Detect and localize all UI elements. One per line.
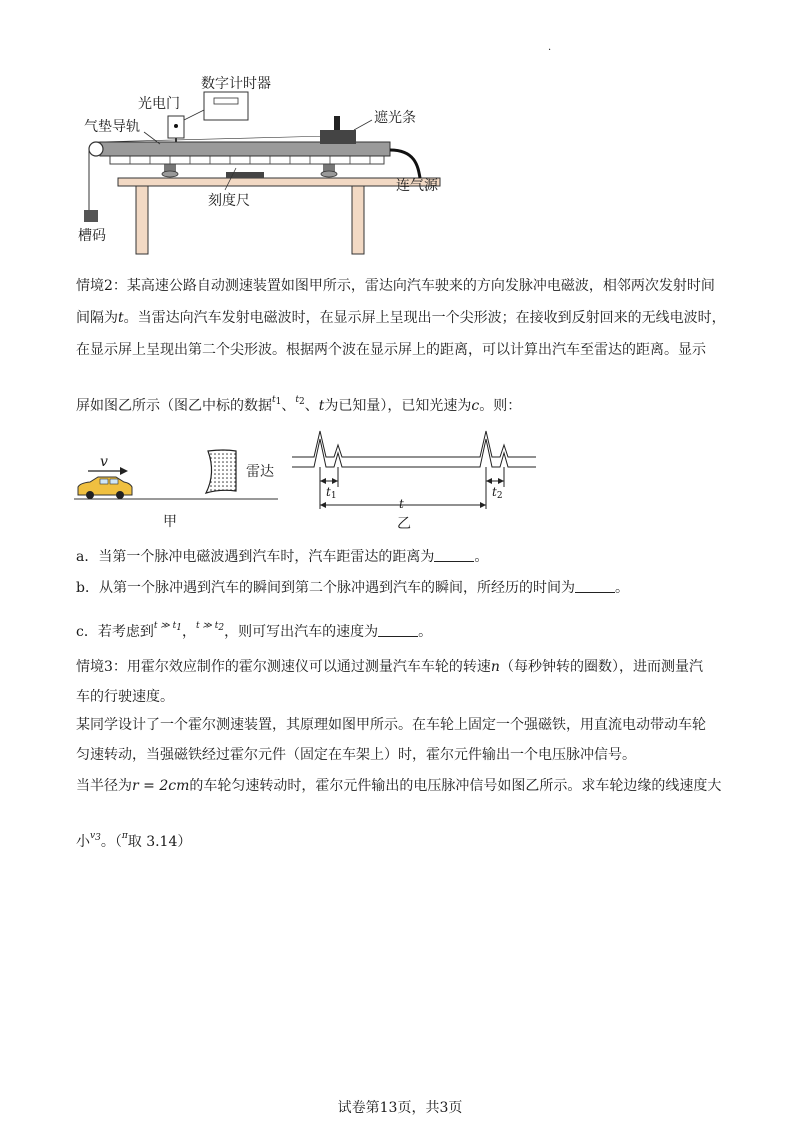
scenario3-line4: 匀速转动，当强磁铁经过霍尔元件（固定在车架上）时，霍尔元件输出一个电压脉冲信号。 bbox=[76, 747, 636, 763]
scenario3-line2: 车的行驶速度。 bbox=[76, 689, 174, 705]
weight-block bbox=[84, 210, 98, 222]
answer-blank-b[interactable] bbox=[575, 580, 615, 593]
scenario2-line2: 间隔为t。当雷达向汽车发射电磁波时，在显示屏上呈现出一个尖形波；在接收到反射回来的无线电波时， bbox=[76, 310, 726, 326]
label-velocity: v bbox=[100, 454, 108, 470]
label-photogate: 光电门 bbox=[138, 96, 180, 112]
answer-blank-a[interactable] bbox=[434, 549, 474, 562]
question-c: c．若考虑到$^{t ≫ t_1}$，$^{t ≫ t_2}$，则可写出汽车的速度为 。 bbox=[76, 621, 433, 640]
scenario3-line1: 情境3：用霍尔效应制作的霍尔测速仪可以通过测量汽车车轮的转速n（每秒钟转的圈数），进而测量汽 bbox=[76, 659, 703, 675]
air-hose bbox=[390, 150, 420, 178]
scenario3-line5: 当半径为r = 2cm的车轮匀速转动时，霍尔元件输出的电压脉冲信号如图乙所示。求车轮边缘的线速度大 bbox=[76, 778, 722, 794]
label-radar: 雷达 bbox=[246, 464, 274, 480]
car-icon bbox=[78, 477, 132, 499]
label-t1: $t_1$ bbox=[326, 485, 337, 501]
scenario2-title: 情境2： bbox=[76, 278, 127, 294]
question-b: b．从第一个脉冲遇到汽车的瞬间到第二个脉冲遇到汽车的瞬间，所经历的时间为 。 bbox=[76, 580, 629, 596]
answer-blank-c[interactable] bbox=[378, 624, 418, 637]
pulley bbox=[89, 142, 103, 156]
radar-dish bbox=[206, 450, 236, 493]
display-markers bbox=[320, 467, 504, 509]
label-weight: 槽码 bbox=[78, 228, 106, 244]
air-track bbox=[100, 142, 390, 156]
scenario2-line3: 在显示屏上呈现出第二个尖形波。根据两个波在显示屏上的距离，可以计算出汽车至雷达的距离。显示 bbox=[76, 342, 706, 358]
shade-strip bbox=[334, 116, 340, 130]
question-a: a．当第一个脉冲电磁波遇到汽车时，汽车距雷达的距离为 。 bbox=[76, 549, 489, 565]
label-digital-timer: 数字计时器 bbox=[201, 76, 271, 92]
corner-mark: . bbox=[548, 42, 552, 53]
table-top bbox=[118, 178, 440, 186]
label-air-track: 气垫导轨 bbox=[84, 119, 140, 135]
glider bbox=[320, 130, 356, 144]
label-yi: 乙 bbox=[397, 516, 411, 532]
scenario2-line1: 情境2：某高速公路自动测速装置如图甲所示，雷达向汽车驶来的方向发脉冲电磁波，相邻两次发射时间 bbox=[76, 278, 715, 294]
display-traces bbox=[292, 431, 536, 467]
air-track-figure bbox=[70, 70, 490, 260]
scenario3-line6: 小$^{v_3}$。（$^\pi$取 3.14） bbox=[76, 831, 192, 850]
digital-timer bbox=[204, 92, 248, 120]
label-t2: $t_2$ bbox=[492, 485, 503, 501]
scenario3-title: 情境3： bbox=[76, 659, 127, 675]
label-air-source: 连气源 bbox=[396, 178, 438, 194]
label-ruler: 刻度尺 bbox=[208, 193, 250, 209]
page-footer: 试卷第13页，共3页 bbox=[337, 1100, 463, 1116]
table-leg-left bbox=[136, 186, 148, 254]
label-jia: 甲 bbox=[163, 514, 177, 530]
table-leg-right bbox=[352, 186, 364, 254]
label-t: t bbox=[399, 497, 404, 511]
scenario3-line3: 某同学设计了一个霍尔测速装置，其原理如图甲所示。在车轮上固定一个强磁铁，用直流电动带动车轮 bbox=[76, 717, 706, 733]
scenario2-line4: 屏如图乙所示（图乙中标的数据$^{t_1}$、$^{t_2}$、t为已知量），已知光速为c。则： bbox=[76, 395, 522, 414]
radar-figure bbox=[70, 425, 550, 535]
label-shade-strip: 遮光条 bbox=[374, 110, 416, 126]
